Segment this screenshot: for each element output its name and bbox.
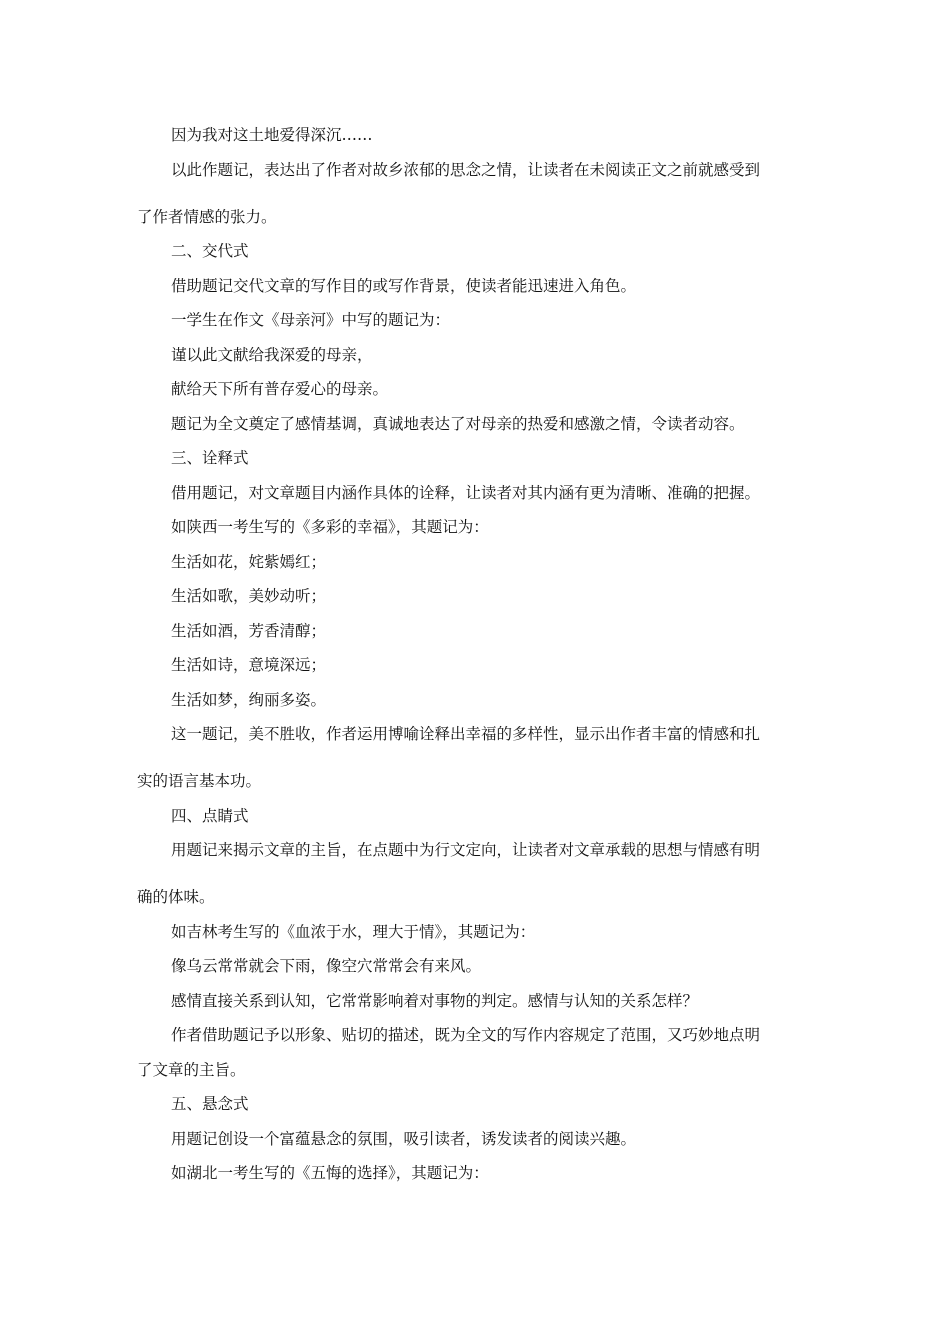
quote-line: 生活如歌，美妙动听； — [171, 587, 327, 605]
section-heading: 五、悬念式 — [171, 1095, 249, 1113]
paragraph-continuation: 了作者情感的张力。 — [137, 207, 277, 226]
quote-line: 感情直接关系到认知，它常常影响着对事物的判定。感情与认知的关系怎样？ — [171, 991, 699, 1010]
paragraph-continuation: 确的体味。 — [137, 888, 215, 906]
quote-line: 生活如酒，芳香清醇； — [171, 621, 327, 640]
quote-line: 献给天下所有普存爱心的母亲。 — [171, 380, 389, 398]
document-body — [137, 122, 815, 1186]
quote-line: 像乌云常常就会下雨，像空穴常常会有来风。 — [171, 957, 482, 975]
paragraph-continuation: 实的语言基本功。 — [137, 772, 262, 790]
paragraph-line: 借助题记交代文章的写作目的或写作背景，使读者能迅速进入角色。 — [171, 276, 637, 295]
paragraph-line: 如吉林考生写的《血浓于水，理大于情》，其题记为： — [171, 922, 536, 941]
paragraph-line: 如陕西一考生写的《多彩的幸福》，其题记为： — [171, 518, 489, 536]
quote-line: 生活如花，姹紫嫣红； — [171, 552, 327, 571]
paragraph-line: 用题记来揭示文章的主旨，在点题中为行文定向，让读者对文章承载的思想与情感有明 — [171, 841, 761, 859]
paragraph-line: 以此作题记，表达出了作者对故乡浓郁的思念之情，让读者在未阅读正文之前就感受到 — [171, 160, 761, 179]
quote-line: 因为我对这土地爱得深沉…… — [171, 126, 373, 144]
paragraph-line: 作者借助题记予以形象、贴切的描述，既为全文的写作内容规定了范围，又巧妙地点明 — [171, 1026, 761, 1044]
quote-line: 生活如梦，绚丽多姿。 — [171, 690, 327, 709]
section-heading: 三、诠释式 — [171, 449, 249, 467]
paragraph-line: 这一题记，美不胜收，作者运用博喻诠释出幸福的多样性，显示出作者丰富的情感和扎 — [171, 725, 761, 743]
paragraph-line: 题记为全文奠定了感情基调，真诚地表达了对母亲的热爱和感激之情，令读者动容。 — [171, 414, 745, 433]
section-heading: 四、点睛式 — [171, 806, 249, 825]
paragraph-line: 用题记创设一个富蕴悬念的氛围，吸引读者，诱发读者的阅读兴趣。 — [171, 1129, 637, 1148]
section-heading: 二、交代式 — [171, 242, 249, 260]
paragraph-line: 一学生在作文《母亲河》中写的题记为： — [171, 311, 451, 329]
paragraph-continuation: 了文章的主旨。 — [137, 1060, 246, 1079]
paragraph-line: 借用题记，对文章题目内涵作具体的诠释，让读者对其内涵有更为清晰、准确的把握。 — [171, 483, 761, 502]
quote-line: 生活如诗，意境深远； — [171, 656, 327, 674]
quote-line: 谨以此文献给我深爱的母亲， — [171, 345, 373, 364]
paragraph-line: 如湖北一考生写的《五悔的选择》，其题记为： — [171, 1164, 489, 1182]
